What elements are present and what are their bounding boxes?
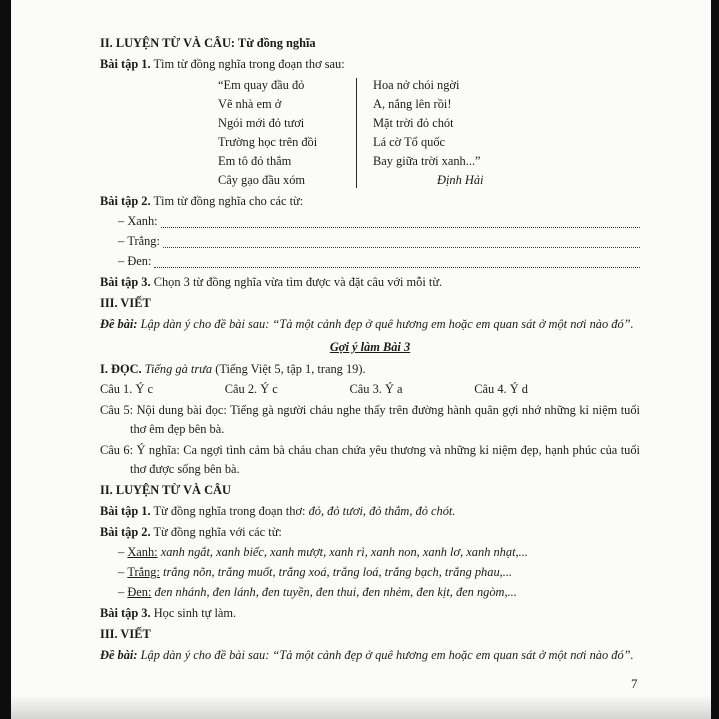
- syn-word: Đen:: [127, 585, 152, 599]
- answers-heading-viet: III. VIẾT: [100, 627, 151, 641]
- debai-label: Đề bài:: [100, 317, 138, 331]
- task1-label: Bài tập 1.: [100, 57, 151, 71]
- syn-word: Xanh:: [127, 545, 158, 559]
- answers-task3-line: [100, 604, 640, 623]
- answers-task1-line: [100, 502, 640, 521]
- syn-list: xanh ngắt, xanh biếc, xanh mượt, xanh rì, xanh non, xanh lơ, xanh nhạt,...: [160, 545, 528, 559]
- syn-list: trắng nõn, trắng muốt, trắng xoá, trắng loá, trắng bạch, trắng phau,...: [163, 565, 513, 579]
- section-heading-viet: III. VIẾT: [100, 296, 151, 310]
- dash: –: [118, 214, 125, 228]
- answers-debai-label: Đề bài:: [100, 648, 138, 662]
- cau6-text: Ý nghĩa: Ca ngợi tình cảm bà cháu chan chứa yêu thương và những kỉ niệm đẹp, hạnh phúc của tuổi thơ được sống bên bà.: [130, 443, 640, 476]
- page-number: 7: [631, 676, 638, 691]
- task3-line: [100, 273, 640, 292]
- debai-text: Lập dàn ý cho đề bài sau: “Tả một cảnh đẹp ở quê hương em hoặc em quan sát ở một nơi nào đó”.: [140, 317, 634, 331]
- dash: –: [118, 234, 125, 248]
- task2-line: [100, 192, 640, 211]
- dash: –: [118, 545, 125, 559]
- poem-author: Định Hải: [437, 173, 484, 187]
- mc-answer-4: Câu 4. Ý d: [474, 382, 528, 396]
- doc-title: Tiếng gà trưa: [144, 362, 213, 376]
- fill-line-den: [100, 252, 640, 271]
- document-page: [100, 34, 640, 665]
- task2-label: Bài tập 2.: [100, 194, 151, 208]
- poem-line: Lá cờ Tổ quốc: [373, 135, 446, 149]
- poem-block: [218, 76, 640, 190]
- answers-heading-ltvc: II. LUYỆN TỪ VÀ CÂU: [100, 483, 231, 497]
- doc-line: [100, 360, 640, 379]
- cau6-paragraph: [100, 441, 640, 479]
- poem-line: Mặt trời đỏ chót: [373, 116, 454, 130]
- scan-bottom-shadow: [11, 695, 711, 719]
- poem-line: Cây gạo đầu xóm: [218, 173, 306, 187]
- section-heading-luyen-tu-va-cau: II. LUYỆN TỪ VÀ CÂU: Từ đồng nghĩa: [100, 36, 316, 50]
- cau6-label: Câu 6:: [100, 443, 134, 457]
- poem-right-column: [373, 76, 483, 190]
- fill-line-trang: [100, 232, 640, 251]
- answer-key-heading-text: Gợi ý làm Bài 3: [329, 340, 411, 354]
- answers-task1-text: Từ đồng nghĩa trong đoạn thơ:: [153, 504, 306, 518]
- answers-task3-label: Bài tập 3.: [100, 606, 151, 620]
- fill-word: Đen:: [127, 254, 152, 268]
- task1-line: [100, 55, 640, 74]
- poem-line: Trường học trên đồi: [218, 135, 318, 149]
- syn-word: Trắng:: [127, 565, 160, 579]
- fill-line-xanh: [100, 212, 640, 231]
- mc-answer-1: Câu 1. Ý c: [100, 382, 153, 396]
- poem-line: Ngói mới đỏ tươi: [218, 116, 305, 130]
- poem-column-divider: [356, 78, 357, 188]
- answers-task1-label: Bài tập 1.: [100, 504, 151, 518]
- scan-edge-right: [711, 0, 719, 719]
- task3-label: Bài tập 3.: [100, 275, 151, 289]
- poem-line: Hoa nở chói ngời: [373, 78, 460, 92]
- cau5-label: Câu 5:: [100, 403, 134, 417]
- debai-paragraph: [100, 315, 640, 334]
- task2-text: Tìm từ đồng nghĩa cho các từ:: [153, 194, 304, 208]
- answers-debai-paragraph: [100, 646, 640, 665]
- mc-answer-2: Câu 2. Ý c: [224, 382, 278, 396]
- task1-text: Tìm từ đồng nghĩa trong đoạn thơ sau:: [153, 57, 345, 71]
- fill-word: Trắng:: [127, 234, 160, 248]
- dash: –: [118, 565, 125, 579]
- syn-line-trang: [100, 563, 640, 582]
- poem-line: Bay giữa trời xanh...”: [373, 154, 481, 168]
- syn-line-den: [100, 583, 640, 602]
- answers-task1-words: đỏ, đỏ tươi, đỏ thắm, đỏ chót.: [308, 504, 456, 518]
- cau5-text: Nội dung bài đọc: Tiếng gà người cháu nghe thấy trên đường hành quân gợi nhớ những kỉ niệm tuổi thơ êm đẹp bên bà.: [130, 403, 640, 436]
- mc-answer-3: Câu 3. Ý a: [349, 382, 403, 396]
- poem-line: “Em quay đầu đỏ: [218, 78, 305, 92]
- mc-answers-row: [100, 380, 528, 399]
- cau5-paragraph: [100, 401, 640, 439]
- poem-left-column: [218, 76, 356, 190]
- answers-task3-text: Học sinh tự làm.: [153, 606, 237, 620]
- poem-line: Em tô đỏ thắm: [218, 154, 292, 168]
- dotted-answer-line: [161, 227, 640, 228]
- answers-task2-text: Từ đồng nghĩa với các từ:: [153, 525, 282, 539]
- syn-line-xanh: [100, 543, 640, 562]
- answers-task2-line: [100, 523, 640, 542]
- dash: –: [118, 585, 125, 599]
- dotted-answer-line: [163, 247, 640, 248]
- poem-line: A, nắng lên rồi!: [373, 97, 452, 111]
- poem-line: Vẽ nhà em ở: [218, 97, 282, 111]
- dotted-answer-line: [154, 267, 640, 268]
- fill-word: Xanh:: [127, 214, 158, 228]
- answers-task2-label: Bài tập 2.: [100, 525, 151, 539]
- dash: –: [118, 254, 125, 268]
- doc-label: I. ĐỌC.: [100, 362, 142, 376]
- task3-text: Chọn 3 từ đồng nghĩa vừa tìm được và đặt câu với mỗi từ.: [153, 275, 443, 289]
- scan-edge-left: [0, 0, 11, 719]
- answer-key-heading: [100, 338, 640, 357]
- syn-list: đen nhánh, đen lánh, đen tuyền, đen thui, đen nhẻm, đen kịt, đen ngòm,...: [154, 585, 517, 599]
- answers-debai-text: Lập dàn ý cho đề bài sau: “Tả một cảnh đẹp ở quê hương em hoặc em quan sát ở một nơi nào đó”.: [140, 648, 634, 662]
- doc-ref: (Tiếng Việt 5, tập 1, trang 19).: [215, 362, 366, 376]
